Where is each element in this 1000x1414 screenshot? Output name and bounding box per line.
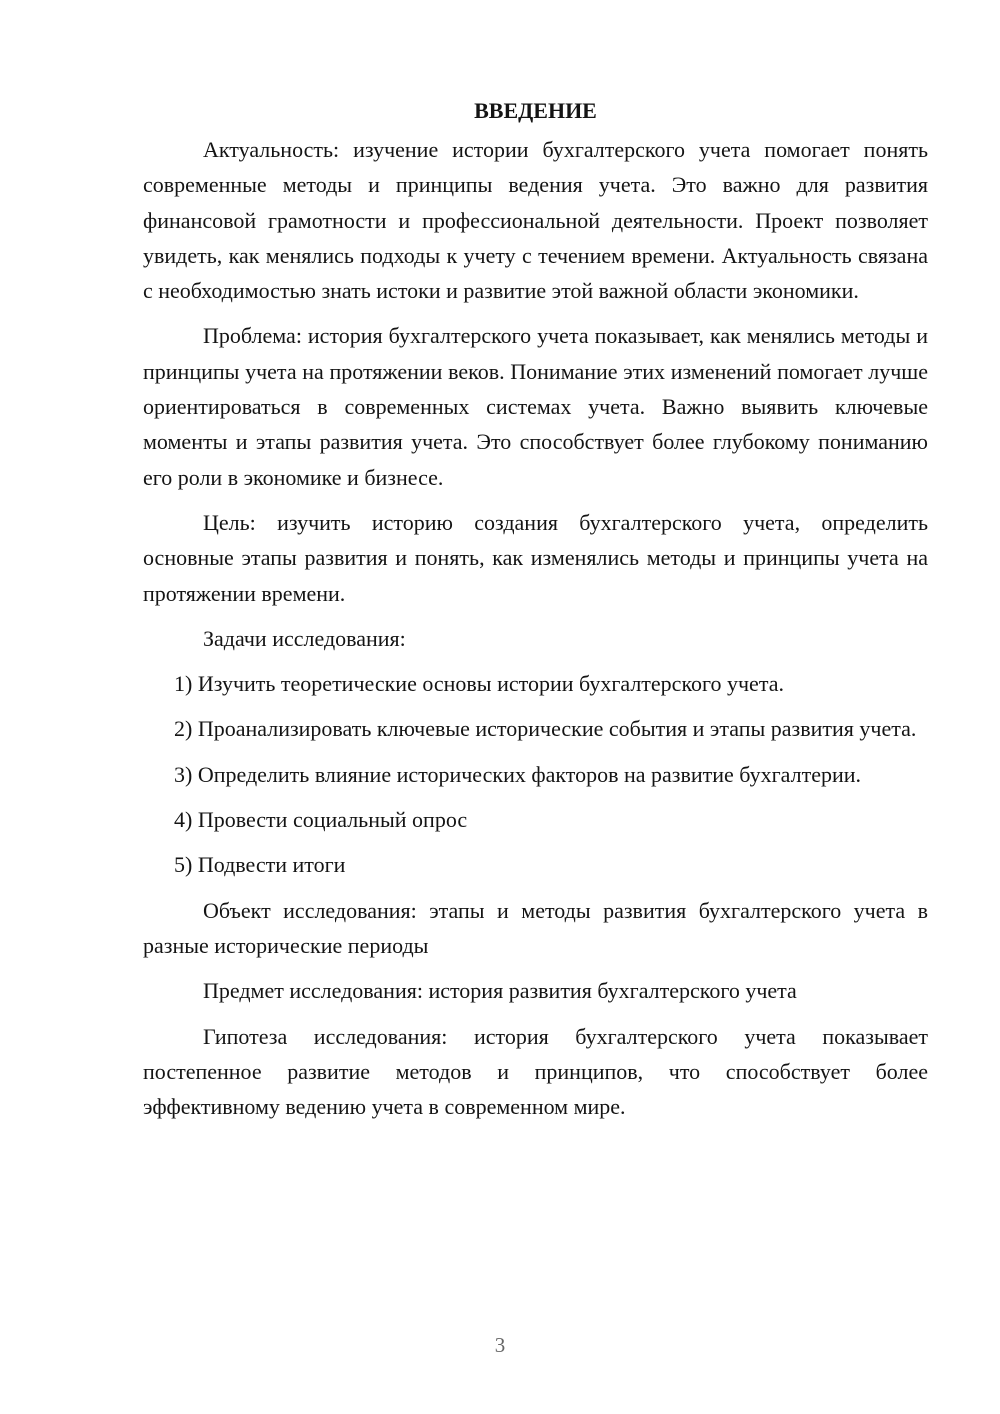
subject-paragraph: Предмет исследования: история развития бухгалтерского учета	[203, 978, 797, 1004]
relevance-paragraph: Актуальность: изучение истории бухгалтерского учета помогает понять современные методы и принципы ведения учета. Это важно для развития финансовой грамотности и профессиональной деятельности. Проект позволяет увидеть, как менялись подходы к учету с течением времени. Актуальность связана с необходимостью знать истоки и развитие этой важной области экономики.	[143, 137, 928, 304]
problem-paragraph: Проблема: история бухгалтерского учета показывает, как менялись методы и принципы учета на протяжении веков. Понимание этих изменений помогает лучше ориентироваться в современных системах учета. Важно выявить ключевые моменты и этапы развития учета. Это способствует более глубокому пониманию его роли в экономике и бизнесе.	[143, 323, 928, 490]
goal-paragraph: Цель: изучить историю создания бухгалтерского учета, определить основные этапы развития и понять, как изменялись методы и принципы учета на протяжении времени.	[143, 509, 928, 606]
object-paragraph: Объект исследования: этапы и методы развития бухгалтерского учета в разные исторические периоды	[143, 897, 928, 958]
task-item: 4) Провести социальный опрос	[174, 807, 468, 833]
task-item: 2) Проанализировать ключевые исторические события и этапы развития учета.	[174, 716, 917, 742]
page-title: ВВЕДЕНИЕ	[474, 98, 597, 123]
page-number: 3	[494, 1333, 506, 1357]
task-item: 3) Определить влияние исторических факторов на развитие бухгалтерии.	[174, 761, 862, 787]
task-item: 5) Подвести итоги	[174, 852, 346, 878]
task-item: 1) Изучить теоретические основы истории бухгалтерского учета.	[174, 671, 784, 697]
document-page	[143, 93, 928, 1134]
tasks-heading: Задачи исследования:	[203, 625, 406, 651]
hypothesis-paragraph: Гипотеза исследования: история бухгалтерского учета показывает постепенное развитие методов и принципов, что способствует более эффективному ведению учета в современном мире.	[143, 1023, 928, 1120]
